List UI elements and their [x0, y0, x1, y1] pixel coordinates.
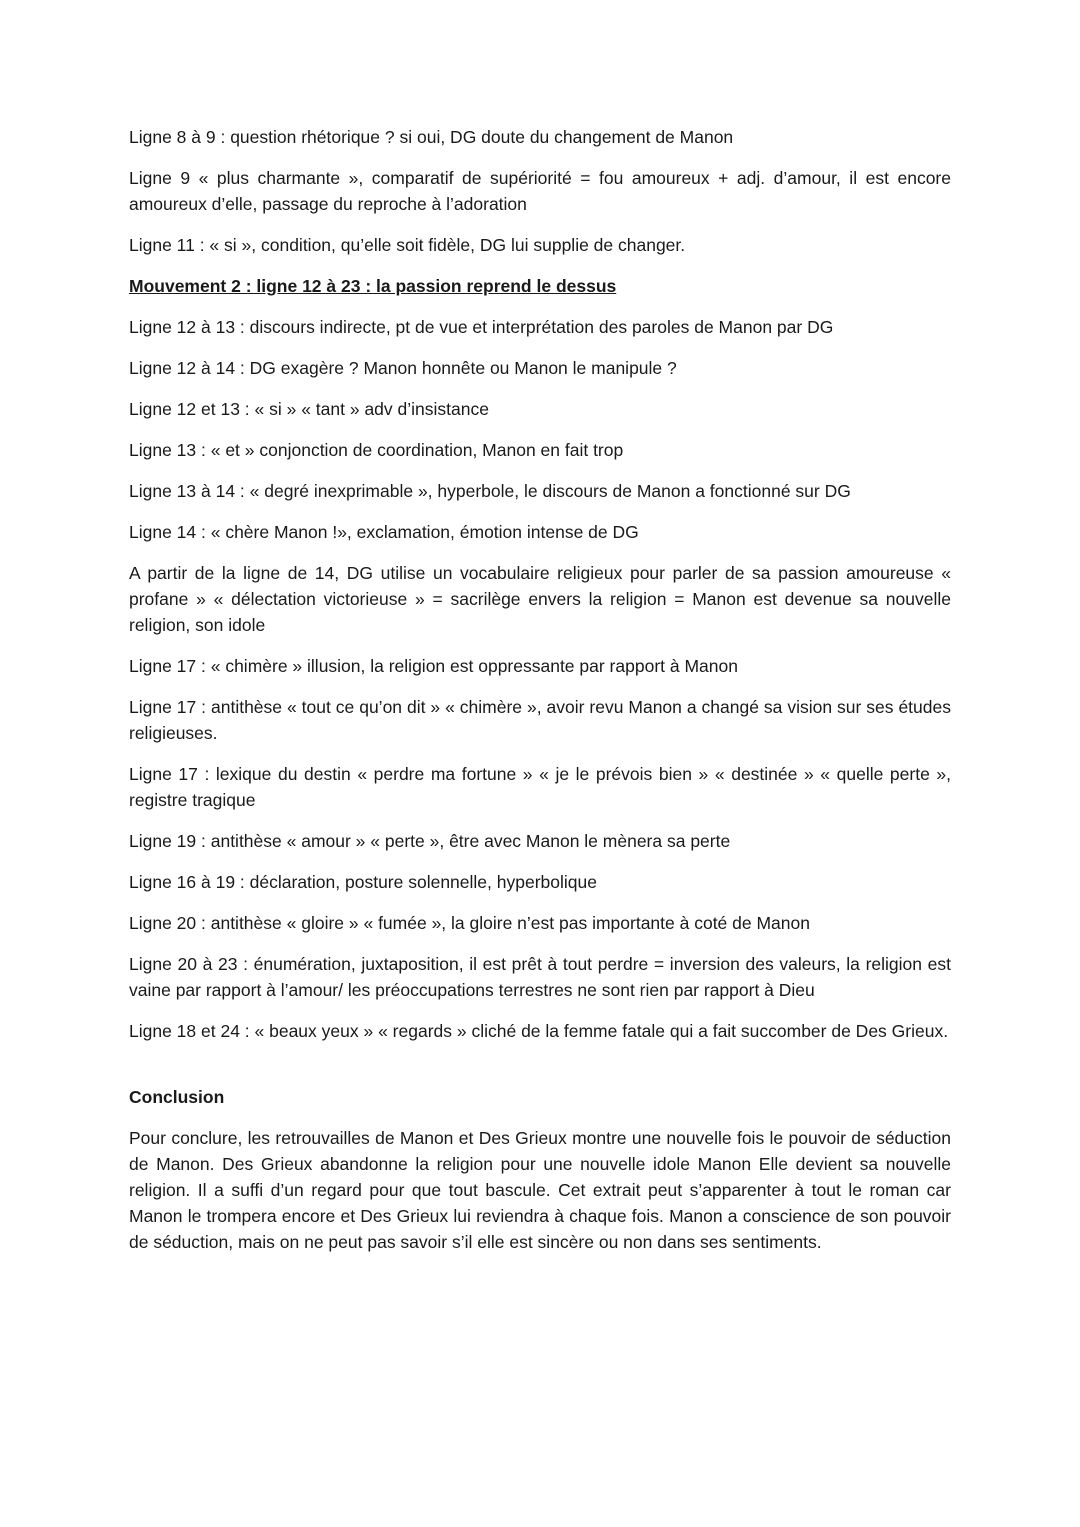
- analysis-line: Ligne 9 « plus charmante », comparatif de supériorité = fou amoureux + adj. d’amour, il est encore amoureux d’elle, passage du reproche à l’adoration: [129, 168, 951, 214]
- analysis-line: Ligne 11 : « si », condition, qu’elle soit fidèle, DG lui supplie de changer.: [129, 235, 686, 255]
- movement-2-heading: Mouvement 2 : ligne 12 à 23 : la passion reprend le dessus: [129, 276, 617, 296]
- analysis-line: Ligne 19 : antithèse « amour » « perte », être avec Manon le mènera sa perte: [129, 831, 731, 851]
- analysis-line: Ligne 16 à 19 : déclaration, posture solennelle, hyperbolique: [129, 872, 597, 892]
- analysis-line: Ligne 20 à 23 : énumération, juxtaposition, il est prêt à tout perdre = inversion des valeurs, la religion est vaine par rapport à l’amour/ les préoccupations terrestres ne sont rien par rapport à Dieu: [129, 954, 951, 1000]
- analysis-line: Ligne 13 à 14 : « degré inexprimable », hyperbole, le discours de Manon a fonctionné sur DG: [129, 481, 851, 501]
- analysis-line: Ligne 12 à 14 : DG exagère ? Manon honnête ou Manon le manipule ?: [129, 358, 677, 378]
- conclusion-title: Conclusion: [129, 1087, 225, 1107]
- analysis-line: Ligne 17 : « chimère » illusion, la religion est oppressante par rapport à Manon: [129, 656, 738, 676]
- analysis-line: Ligne 18 et 24 : « beaux yeux » « regards » cliché de la femme fatale qui a fait succomber de Des Grieux.: [129, 1021, 949, 1041]
- analysis-line: Ligne 12 et 13 : « si » « tant » adv d’insistance: [129, 399, 489, 419]
- conclusion-paragraph: Pour conclure, les retrouvailles de Manon et Des Grieux montre une nouvelle fois le pouvoir de séduction de Manon. Des Grieux abandonne la religion pour une nouvelle idole Manon Elle devient sa nouvelle religion. Il a suffi d’un regard pour que tout bascule. Cet extrait peut s’apparenter à tout le roman car Manon le trompera encore et Des Grieux lui reviendra à chaque fois. Manon a conscience de son pouvoir de séduction, mais on ne peut pas savoir s’il elle est sincère ou non dans ses sentiments.: [129, 1128, 951, 1252]
- analysis-line: Ligne 17 : lexique du destin « perdre ma fortune » « je le prévois bien » « destinée » « quelle perte », registre tragique: [129, 764, 951, 810]
- analysis-line: Ligne 12 à 13 : discours indirecte, pt de vue et interprétation des paroles de Manon par DG: [129, 317, 834, 337]
- analysis-paragraph: A partir de la ligne de 14, DG utilise un vocabulaire religieux pour parler de sa passion amoureuse « profane » « délectation victorieuse » = sacrilège envers la religion = Manon est devenue sa nouvelle religion, son idole: [129, 563, 951, 635]
- analysis-line: Ligne 13 : « et » conjonction de coordination, Manon en fait trop: [129, 440, 624, 460]
- analysis-line: Ligne 8 à 9 : question rhétorique ? si oui, DG doute du changement de Manon: [129, 127, 734, 147]
- analysis-line: Ligne 14 : « chère Manon !», exclamation, émotion intense de DG: [129, 522, 639, 542]
- analysis-line: Ligne 17 : antithèse « tout ce qu’on dit » « chimère », avoir revu Manon a changé sa vision sur ses études religieuses.: [129, 697, 951, 743]
- document-page: [129, 124, 951, 1270]
- analysis-line: Ligne 20 : antithèse « gloire » « fumée », la gloire n’est pas importante à coté de Manon: [129, 913, 810, 933]
